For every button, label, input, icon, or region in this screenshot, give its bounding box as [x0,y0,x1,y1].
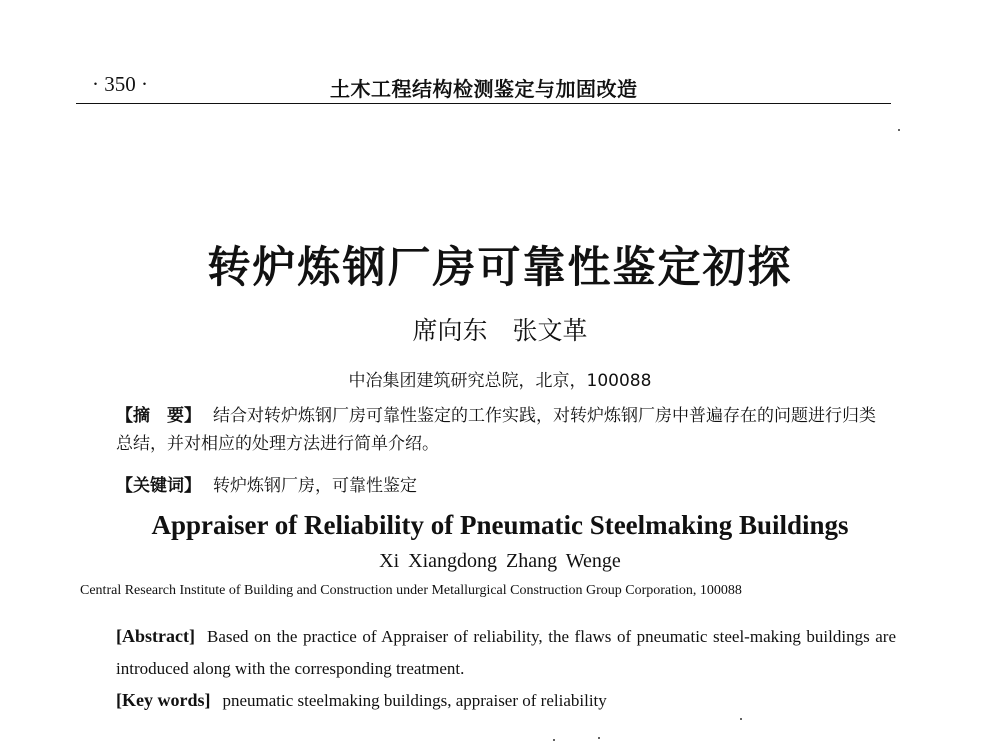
chinese-keywords-text: 转炉炼钢厂房，可靠性鉴定 [213,476,417,496]
english-abstract-text: Based on the practice of Appraiser of reliability, the flaws of pneumatic steel-making buildings are introduced along with the corresponding treatment. [116,627,896,678]
english-affiliation: Central Research Institute of Building and Construction under Metallurgical Construction Group Corporation, 100088 [80,583,742,598]
chinese-affiliation: 中冶集团建筑研究总院，北京，100088 [348,371,652,391]
header-rule [76,103,891,104]
page-number: · 350 · [92,72,148,96]
chinese-abstract-text: 结合对转炉炼钢厂房可靠性鉴定的工作实践，对转炉炼钢厂房中普遍存在的问题进行归类总结，并对相应的处理方法进行简单介绍。 [116,406,876,454]
journal-title: 土木工程结构检测鉴定与加固改造 [330,77,638,101]
scan-speck [553,739,555,741]
chinese-abstract-label: 【摘 要】 [116,406,201,426]
scan-speck [898,129,900,131]
chinese-keywords [116,472,886,500]
scan-speck [740,718,742,720]
english-abstract [116,620,896,685]
english-authors: Xi Xiangdong Zhang Wenge [379,550,621,572]
chinese-authors: 席向东 张文革 [412,316,588,345]
chinese-paper-title: 转炉炼钢厂房可靠性鉴定初探 [207,243,793,293]
scan-speck [598,737,600,739]
english-keywords-text: pneumatic steelmaking buildings, appraiser of reliability [222,691,607,710]
english-keywords [116,690,607,711]
english-keywords-label: [Key words] [116,690,211,710]
chinese-abstract [116,402,886,458]
english-abstract-label: [Abstract] [116,626,195,646]
english-paper-title: Appraiser of Reliability of Pneumatic Steelmaking Buildings [151,510,849,540]
chinese-keywords-label: 【关键词】 [116,476,201,496]
